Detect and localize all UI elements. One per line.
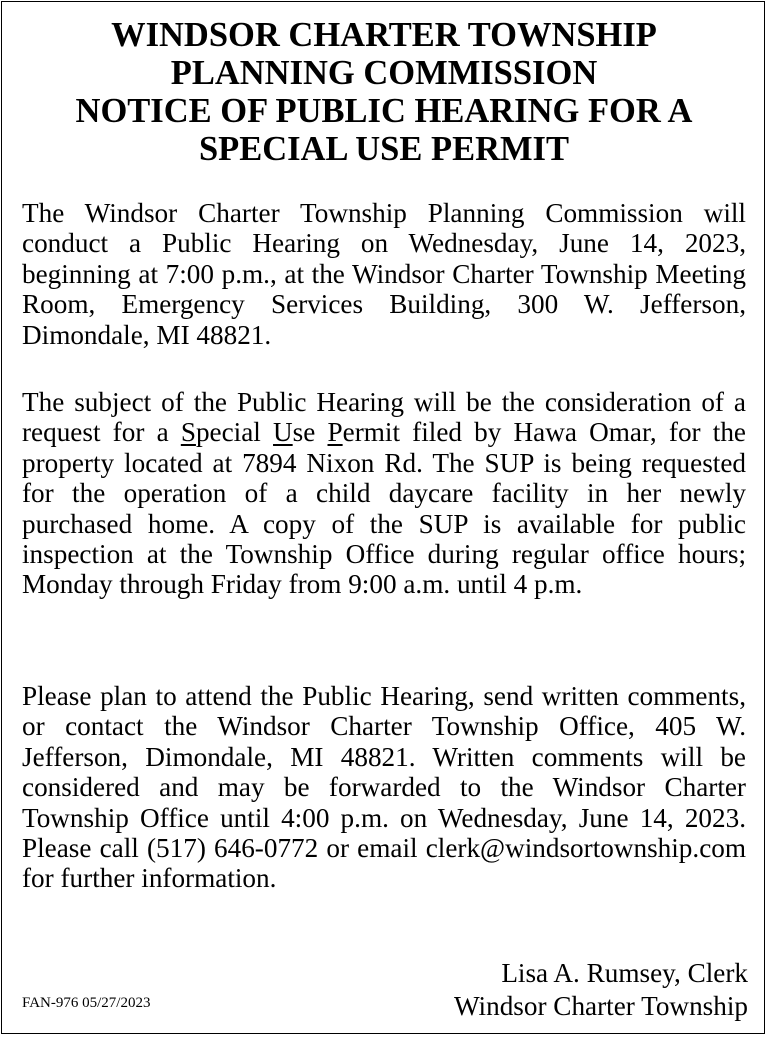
underlined-u: U — [273, 417, 293, 448]
special-word-rest: pecial — [195, 417, 274, 448]
hearing-details-paragraph: The Windsor Charter Township Planning Commission will conduct a Public Hearing on Wednesday, June 14, 2023, beginning at 7:00 p.m., at the Windsor Charter Township Meeting Room, Emergency Services Building, 300 W. Jefferson, Dimondale, MI 48821. — [22, 198, 746, 350]
notice-id: FAN-976 05/27/2023 — [22, 995, 151, 1011]
clerk-name: Lisa A. Rumsey, Clerk — [501, 958, 748, 988]
underlined-s: S — [180, 417, 196, 448]
public-notice — [1, 1, 765, 1034]
title-line-2: PLANNING COMMISSION — [170, 54, 598, 92]
township-name: Windsor Charter Township — [453, 991, 748, 1021]
underlined-p: P — [327, 417, 343, 448]
title-line-3: NOTICE OF PUBLIC HEARING FOR A — [75, 92, 693, 130]
subject-text-start: The subject of the Public Hearing will be the consideration of a request for a — [22, 387, 746, 448]
signature-block — [328, 957, 748, 1023]
subject-text-end: ermit filed by Hawa Omar, for the property located at 7894 Nixon Rd. The SUP is being requested for the operation of a child daycare facility in her newly purchased home. A copy of the SUP is available for public inspection at the Township Office during regular office hours; Monday through Friday from 9:00 a.m. until 4 p.m. — [22, 417, 747, 600]
subject-paragraph — [22, 387, 746, 600]
use-word-rest: se — [292, 417, 328, 448]
title-line-1: WINDSOR CHARTER TOWNSHIP — [111, 16, 657, 54]
comments-paragraph: Please plan to attend the Public Hearing, send written comments, or contact the Windsor Charter Township Office, 405 W. Jefferson, Dimondale, MI 48821. Written comments will be considered and may be forwarded to the Windsor Charter Township Office until 4:00 p.m. on Wednesday, June 14, 2023. Please call (517) 646-0772 or email clerk@windsortownship.com for further information. — [22, 681, 746, 894]
notice-title — [2, 16, 766, 168]
title-line-4: SPECIAL USE PERMIT — [199, 130, 569, 168]
